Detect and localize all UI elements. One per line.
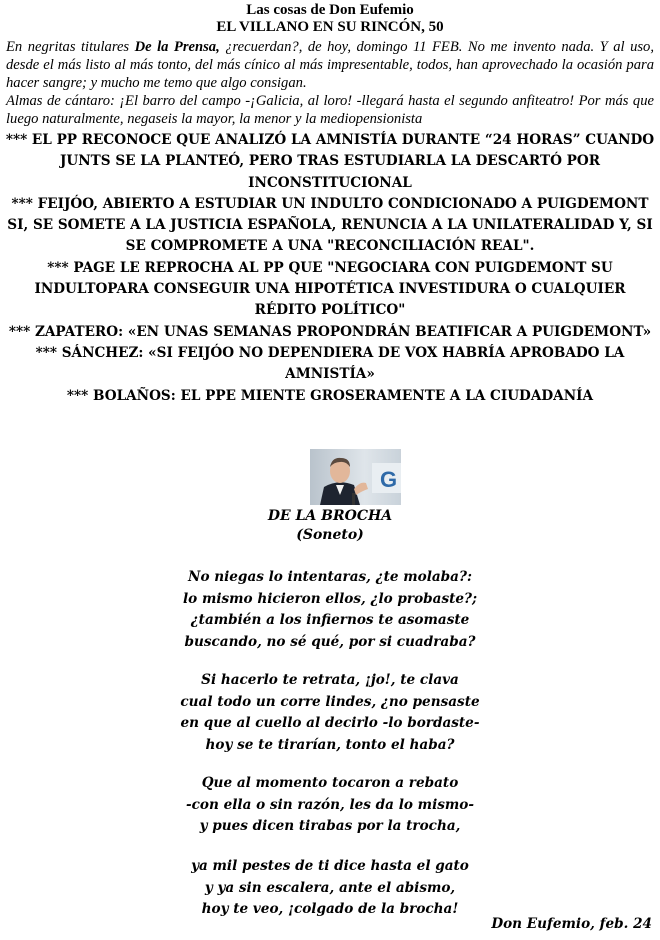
poem-line: Si hacerlo te retrata, ¡jo!, te clava <box>201 672 459 688</box>
poem-line: y pues dicen tirabas por la trocha, <box>199 818 461 835</box>
politician-photo <box>310 449 401 505</box>
headline-item: *** PAGE LE REPROCHA AL PP QUE "NEGOCIARA CON PUIGDEMONT SU INDULTOPARA CONSEGUIR UNA HIPOTÉTICA INVESTIDURA O CUALQUIER RÉDITO POLÍTICO" <box>34 259 626 319</box>
headline-item: *** BOLAÑOS: EL PPE MIENTE GROSERAMENTE A LA CIUDADANÍA <box>66 387 594 404</box>
poem-line: cual todo un corre lindes, ¿no pensaste <box>180 693 480 710</box>
poem-line: Que al momento tocaron a rebato <box>201 775 459 791</box>
poem-stanza-4 <box>0 856 660 921</box>
poem-stanza-1 <box>0 567 660 653</box>
intro-paragraph-2: Almas de cántaro: ¡El barro del campo -¡Galicia, al loro! -llegará hasta el segundo anfiteatro! Por más que luego naturalmente, negaseis la mayor, la menor y la mediopensionista <box>6 93 654 127</box>
headlines-list <box>0 130 660 407</box>
intro-paragraph-1 <box>0 38 660 92</box>
series-title: Las cosas de Don Eufemio <box>246 2 414 18</box>
headline-item: *** ZAPATERO: «EN UNAS SEMANAS PROPONDRÁN BEATIFICAR A PUIGDEMONT» <box>8 323 652 340</box>
poem-line: hoy te veo, ¡colgado de la brocha! <box>201 901 459 918</box>
poem-line: -con ella o sin razón, les da lo mismo- <box>186 796 474 813</box>
poem-title: DE LA BROCHA <box>267 508 393 524</box>
column-title: EL VILLANO EN SU RINCÓN, 50 <box>216 19 444 35</box>
poem-line: ¿también a los infiernos te asomaste <box>190 612 470 629</box>
photo-illustration <box>310 449 401 505</box>
poem-stanza-3 <box>0 773 660 838</box>
poem-line: No niegas lo intentaras, ¿te molaba?: <box>188 569 472 585</box>
poem-stanza-2 <box>0 670 660 756</box>
headline-item: *** SÁNCHEZ: «SI FEIJÓO NO DEPENDIERA DE VOX HABRÍA APROBADO LA AMNISTÍA» <box>35 344 625 383</box>
intro-text-a: En negritas titulares <box>6 39 135 55</box>
poem-subtitle: (Soneto) <box>296 527 364 543</box>
intro-bold-source: De la Prensa, <box>134 39 220 55</box>
poem-line: ya mil pestes de ti dice hasta el gato <box>191 858 469 874</box>
poem-line: en que al cuello al decirlo -lo bordaste- <box>180 715 480 732</box>
poem-line: lo mismo hicieron ellos, ¿lo probaste?; <box>182 590 478 607</box>
svg-text:G: G <box>380 467 398 492</box>
headline-item: *** FEIJÓO, ABIERTO A ESTUDIAR UN INDULTO CONDICIONADO A PUIGDEMONT SI, SE SOMETE A LA JUSTICIA ESPAÑOLA, RENUNCIA A LA UNILATERALIDAD Y, SI SE COMPROMETE A UNA "RECONCILIACIÓN REAL". <box>7 195 653 255</box>
headline-item: *** EL PP RECONOCE QUE ANALIZÓ LA AMNISTÍA DURANTE “24 HORAS” CUANDO JUNTS SE LA PLANTEÓ, PERO TRAS ESTUDIARLA LA DESCARTÓ POR INCONSTITUCIONAL <box>5 132 655 191</box>
poem-line: hoy se te tirarían, tonto el haba? <box>205 736 455 753</box>
author-signature: Don Eufemio, feb. 24 <box>491 916 652 932</box>
intro-text-b: ¿recuerdan?, de hoy, domingo 11 FEB. No me invento nada. Y al uso, desde el más listo al más tonto, del más cínico al más impresentable, todos, han aprovechado la ocasión para hacer sangre; y mucho me temo que algo consigan. <box>6 39 654 91</box>
poem-line: y ya sin escalera, ante el abismo, <box>204 879 456 896</box>
poem-line: buscando, no sé qué, por si cuadraba? <box>184 633 476 650</box>
